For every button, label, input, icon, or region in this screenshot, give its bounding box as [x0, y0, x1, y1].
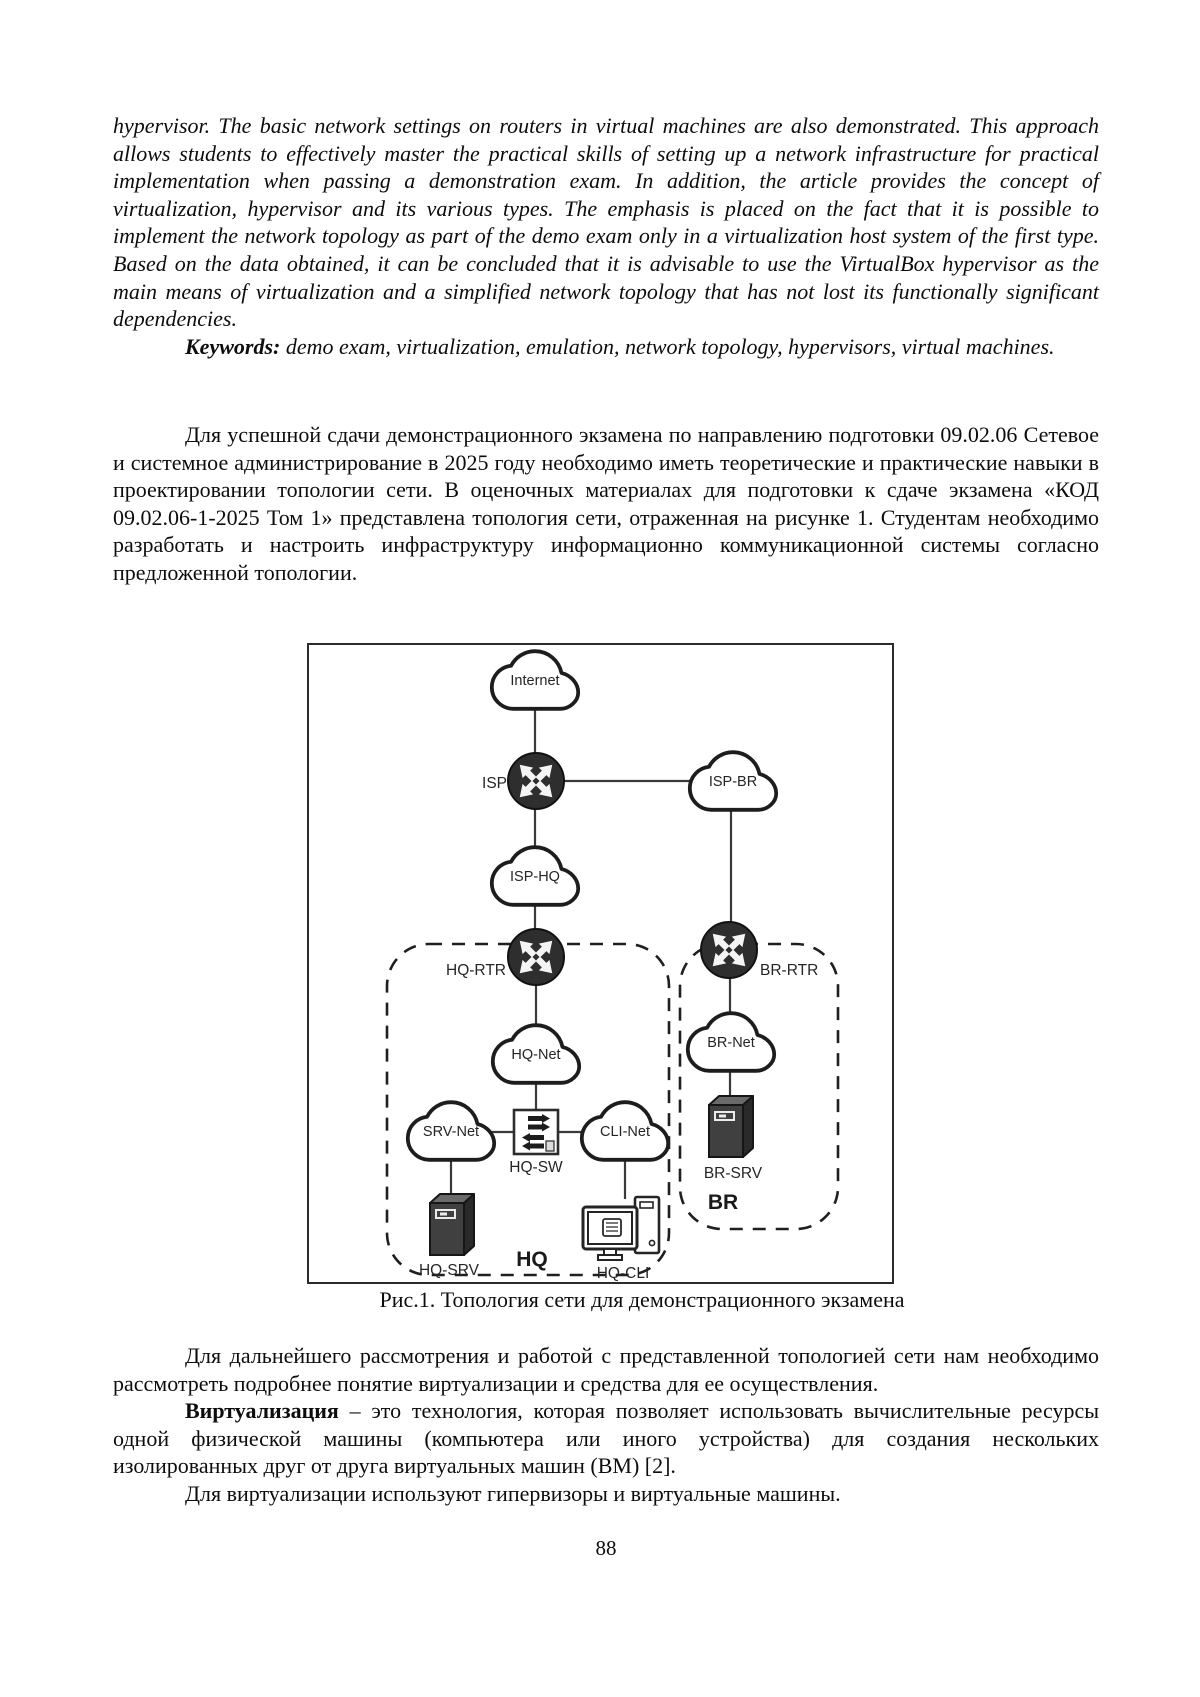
br-rtr-label: BR-RTR [760, 962, 819, 979]
hq-rtr-router-icon [508, 929, 564, 985]
paragraph-hypervisors: Для виртуализации используют гипервизоры и виртуальные машины. [185, 1480, 841, 1506]
hq-cli-label: HQ-CLI [596, 1265, 650, 1282]
hq-client-pc-icon [583, 1197, 659, 1260]
hq-srv-label: HQ-SRV [418, 1262, 480, 1279]
srv-net-cloud-label: SRV-Net [422, 1124, 480, 1140]
isp-router-label: ISP [482, 775, 507, 792]
abstract-section [113, 112, 1099, 360]
br-srv-label: BR-SRV [703, 1165, 763, 1182]
keywords-text: demo exam, virtualization, emulation, network topology, hypervisors, virtual machines. [280, 333, 1055, 359]
cli-net-cloud-label: CLI-Net [600, 1124, 650, 1140]
keywords-paragraph [113, 333, 1099, 361]
br-zone-label: BR [707, 1191, 739, 1214]
virtualization-term: Виртуализация [185, 1398, 339, 1424]
hq-rtr-label: HQ-RTR [446, 962, 506, 979]
virtualization-section [113, 1342, 1099, 1508]
paragraph-topology: Для успешной сдачи демонстрационного экзамена по направлению подготовки 09.02.06 Сетевое и системное администрирование в 2025 году необходимо иметь теоретические и практические навыки в проектировании топологии сети. В оценочных материалах для подготовки к сдаче экзамена «КОД 09.02.06-1-2025 Том 1» представлена топология сети, отраженная на рисунке 1. Студентам необходимо разработать и настроить инфраструктуру информационно коммуникационной системы согласно предложенной топологии. [113, 422, 1099, 585]
internet-cloud-label: Internet [510, 673, 560, 689]
figure-caption: Рис.1. Топология сети для демонстрационного экзамена [379, 1287, 905, 1312]
isp-br-cloud-label: ISP-BR [708, 774, 758, 790]
paragraph-further: Для дальнейшего рассмотрения и работой с представленной топологией сети нам необходимо рассмотреть подробнее понятие виртуализации и средства для ее осуществления. [113, 1343, 1099, 1396]
paragraph-virtualization [113, 1397, 1099, 1480]
network-topology-diagram [309, 645, 892, 1282]
abstract-paragraph [113, 112, 1099, 333]
hq-server-icon [430, 1194, 474, 1255]
keywords-label: Keywords: [185, 333, 281, 359]
intro-section [113, 421, 1099, 587]
br-zone-boundary [680, 944, 838, 1229]
figure-1 [307, 643, 894, 1284]
page-number: 88 [595, 1536, 617, 1560]
isp-router-icon [508, 753, 564, 809]
virtualization-definition: – это технология, которая позволяет использовать вычислительные ресурсы одной физической машины (компьютера или иного устройства) для создания нескольких изолированных друг от друга виртуальных машин (ВМ) [2]. [113, 1398, 1099, 1479]
hq-net-cloud-label: HQ-Net [511, 1047, 561, 1063]
abstract-text: hypervisor. The basic network settings on routers in virtual machines are also demonstrated. This approach allows students to effectively master the practical skills of setting up a network infrastructure for practical implementation when passing a demonstration exam. In addition, the article provides the concept of virtualization, hypervisor and its various types. The emphasis is placed on the fact that it is possible to implement the network topology as part of the demo exam only in a virtualization host system of the first type. Based on the data obtained, it can be concluded that it is advisable to use the VirtualBox hypervisor as the main means of virtualization and a simplified network topology that has not lost its functionally significant dependencies. [113, 113, 1099, 332]
br-net-cloud-label: BR-Net [707, 1035, 755, 1051]
hq-sw-label: HQ-SW [509, 1159, 563, 1176]
br-rtr-router-icon [701, 922, 757, 978]
isp-hq-cloud-label: ISP-HQ [510, 869, 560, 885]
hq-switch-icon [514, 1110, 558, 1154]
hq-zone-label: HQ [516, 1248, 548, 1271]
br-server-icon [709, 1096, 753, 1157]
